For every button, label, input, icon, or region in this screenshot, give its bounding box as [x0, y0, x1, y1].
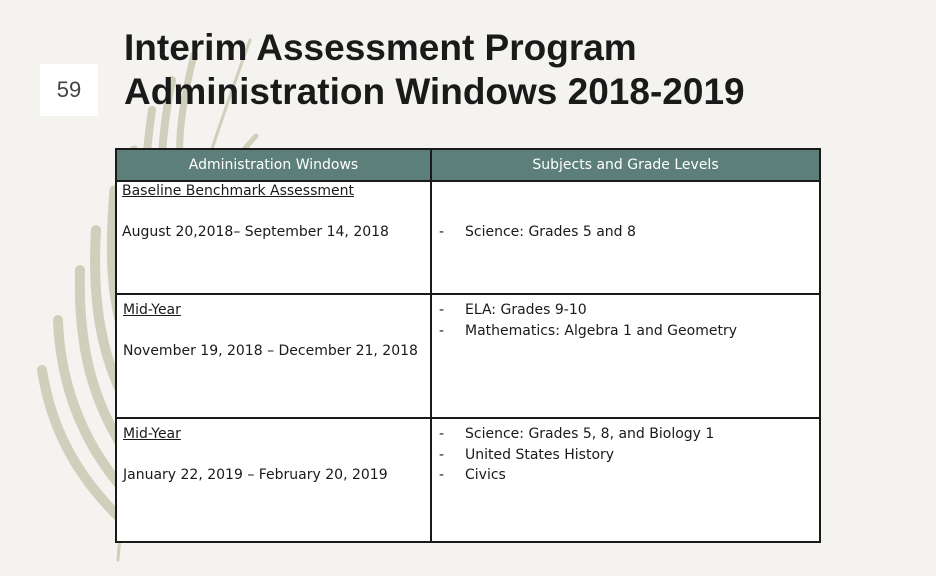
row-3-subject-1: Science: Grades 5, 8, and Biology 1 [465, 426, 715, 442]
bullet-dash: - [439, 302, 445, 318]
row-1-label: Baseline Benchmark Assessment [122, 183, 354, 199]
row-2-label: Mid-Year [123, 302, 181, 318]
row-divider [117, 417, 819, 419]
row-divider [117, 293, 819, 295]
bullet-dash: - [439, 467, 445, 483]
bullet-dash: - [439, 447, 445, 463]
table-header-row [117, 150, 819, 182]
column-header-subjects-grade-levels: Subjects and Grade Levels [532, 157, 719, 173]
row-3-label: Mid-Year [123, 426, 181, 442]
bullet-dash: - [439, 426, 445, 442]
row-3-subject-3: Civics [465, 467, 506, 483]
title-line-2: Administration Windows 2018-2019 [124, 71, 745, 112]
column-header-administration-windows: Administration Windows [188, 157, 359, 173]
title-line-1: Interim Assessment Program [124, 27, 637, 68]
row-1-subject-1: Science: Grades 5 and 8 [465, 224, 636, 240]
row-2-subject-1: ELA: Grades 9-10 [465, 302, 587, 318]
row-1-dates: August 20,2018– September 14, 2018 [122, 224, 389, 240]
administration-windows-table [115, 148, 821, 543]
bullet-dash: - [439, 323, 445, 339]
slide-number: 59 [40, 64, 98, 116]
column-divider [430, 150, 432, 541]
row-3-dates: January 22, 2019 – February 20, 2019 [123, 467, 388, 483]
row-2-subject-2: Mathematics: Algebra 1 and Geometry [465, 323, 737, 339]
row-2-dates: November 19, 2018 – December 21, 2018 [123, 343, 418, 359]
row-3-subject-2: United States History [465, 447, 615, 463]
bullet-dash: - [439, 224, 445, 240]
page-title [124, 26, 745, 114]
